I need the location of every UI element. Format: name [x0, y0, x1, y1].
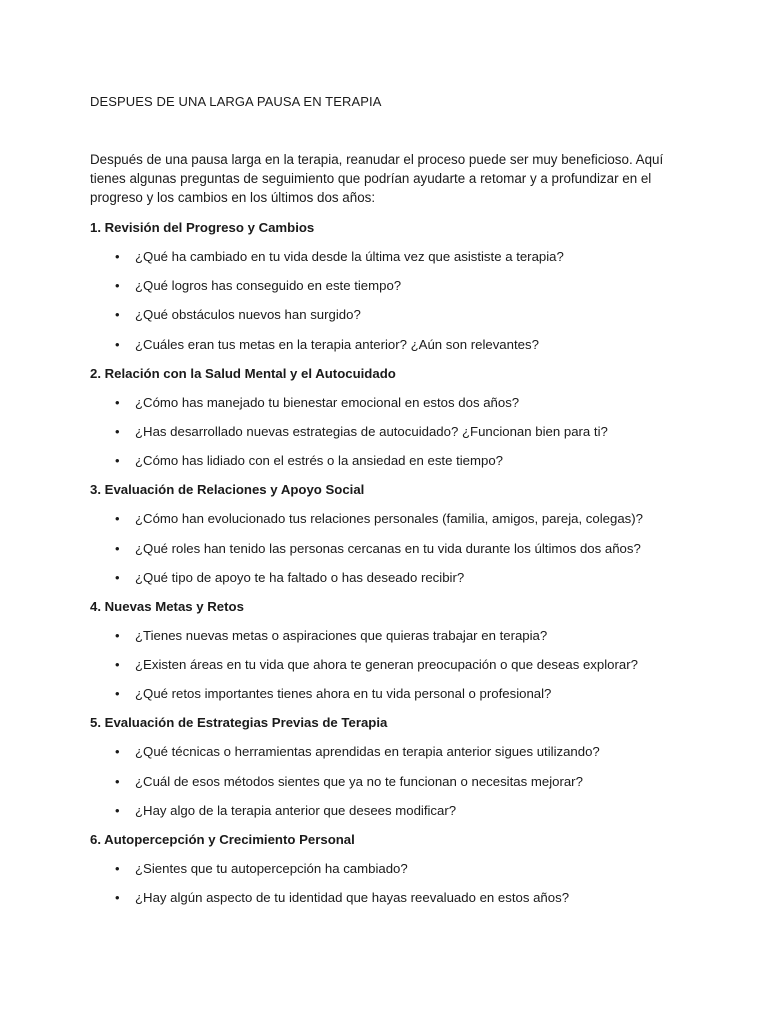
section-heading: 3. Evaluación de Relaciones y Apoyo Social [90, 482, 365, 498]
question-item [90, 773, 690, 802]
question-item [90, 248, 690, 277]
question-item [90, 540, 690, 569]
bullet-icon: • [115, 453, 120, 469]
bullet-icon: • [115, 423, 120, 439]
question-text: ¿Cuál de esos métodos sientes que ya no te funcionan o necesitas mejorar? [135, 773, 583, 789]
question-text: ¿Qué técnicas o herramientas aprendidas en terapia anterior sigues utilizando? [135, 744, 600, 760]
bullet-icon: • [115, 307, 120, 323]
question-item [90, 423, 690, 452]
sections-container [90, 219, 690, 918]
question-text: ¿Sientes que tu autopercepción ha cambiado? [135, 861, 408, 876]
question-item [90, 394, 690, 423]
question-text: ¿Hay algún aspecto de tu identidad que hayas reevaluado en estos años? [135, 890, 570, 906]
question-text: ¿Qué retos importantes tienes ahora en tu vida personal o profesional? [135, 686, 552, 702]
bullet-icon: • [115, 627, 120, 643]
question-item [90, 743, 690, 772]
question-text: ¿Qué tipo de apoyo te ha faltado o has deseado recibir? [135, 569, 465, 585]
question-item [90, 685, 690, 714]
document-title: DESPUES DE UNA LARGA PAUSA EN TERAPIA [90, 94, 382, 109]
bullet-icon: • [115, 511, 120, 527]
question-item [90, 336, 690, 365]
question-text: ¿Cómo has lidiado con el estrés o la ansiedad en este tiempo? [135, 453, 504, 469]
bullet-icon: • [115, 394, 120, 410]
bullet-icon: • [115, 249, 120, 264]
question-item [90, 277, 690, 306]
bullet-icon: • [115, 336, 120, 352]
bullet-icon: • [115, 744, 120, 760]
bullet-icon: • [115, 802, 120, 818]
question-item [90, 452, 690, 481]
question-text: ¿Hay algo de la terapia anterior que desees modificar? [135, 802, 457, 818]
question-item [90, 569, 690, 598]
question-item [90, 860, 690, 889]
question-text: ¿Qué obstáculos nuevos han surgido? [135, 307, 361, 323]
question-list [90, 743, 690, 831]
section-heading: 1. Revisión del Progreso y Cambios [90, 220, 315, 235]
bullet-icon: • [115, 773, 120, 789]
bullet-icon: • [115, 278, 120, 294]
intro-paragraph: Después de una pausa larga en la terapia, reanudar el proceso puede ser muy beneficioso. Aquí tienes algunas preguntas de seguimiento que podrían ayudarte a retomar y a profundizar en el progreso y los cambios en los últimos dos años: [90, 152, 664, 205]
bullet-icon: • [115, 540, 120, 556]
question-item [90, 510, 690, 539]
bullet-icon: • [115, 569, 120, 585]
question-item [90, 802, 690, 831]
section-heading: 6. Autopercepción y Crecimiento Personal [90, 832, 355, 847]
bullet-icon: • [115, 686, 120, 702]
question-text: ¿Existen áreas en tu vida que ahora te generan preocupación o que deseas explorar? [135, 657, 638, 673]
question-text: ¿Has desarrollado nuevas estrategias de autocuidado? ¿Funcionan bien para ti? [135, 423, 608, 439]
question-item [90, 889, 690, 918]
question-list [90, 627, 690, 715]
question-list [90, 860, 690, 918]
question-text: ¿Tienes nuevas metas o aspiraciones que quieras trabajar en terapia? [135, 627, 548, 643]
question-list [90, 248, 690, 365]
section-heading: 4. Nuevas Metas y Retos [90, 598, 244, 614]
question-text: ¿Cómo han evolucionado tus relaciones personales (familia, amigos, pareja, colegas)? [135, 511, 643, 527]
question-text: ¿Qué roles han tenido las personas cercanas en tu vida durante los últimos dos años? [135, 540, 641, 556]
question-item [90, 656, 690, 685]
section-heading: 2. Relación con la Salud Mental y el Autocuidado [90, 365, 396, 381]
question-item [90, 306, 690, 335]
question-text: ¿Qué ha cambiado en tu vida desde la última vez que asististe a terapia? [135, 249, 564, 264]
bullet-icon: • [115, 890, 120, 906]
section-heading: 5. Evaluación de Estrategias Previas de Terapia [90, 715, 388, 731]
question-text: ¿Qué logros has conseguido en este tiempo? [135, 278, 402, 294]
question-text: ¿Cómo has manejado tu bienestar emocional en estos dos años? [135, 394, 520, 410]
question-list [90, 510, 690, 598]
bullet-icon: • [115, 657, 120, 673]
bullet-icon: • [115, 861, 120, 876]
question-item [90, 627, 690, 656]
question-list [90, 394, 690, 482]
question-text: ¿Cuáles eran tus metas en la terapia anterior? ¿Aún son relevantes? [135, 336, 539, 352]
